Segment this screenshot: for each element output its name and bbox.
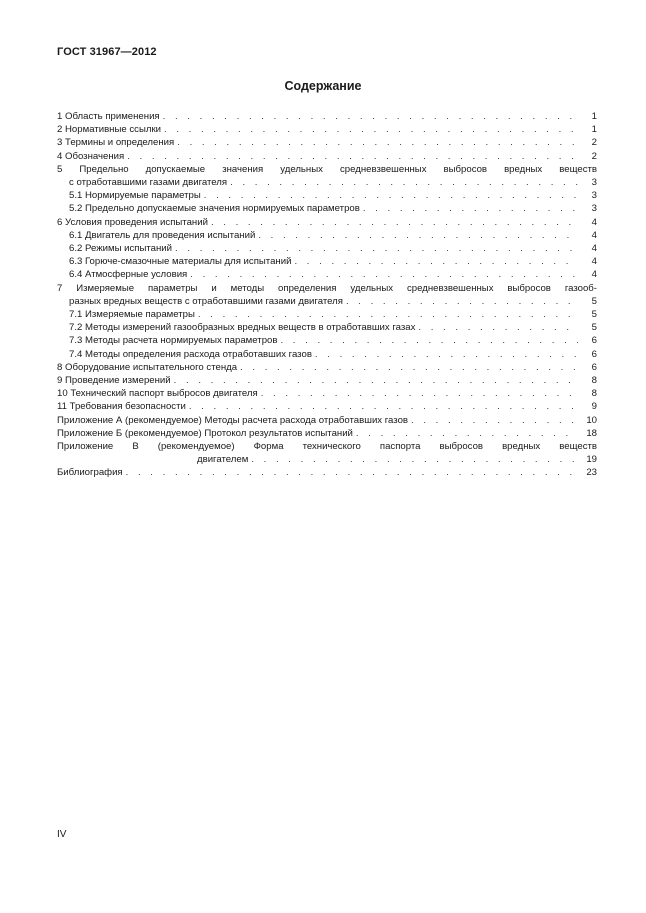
toc-entry-page: 10 xyxy=(586,414,597,426)
toc-entry-page: 1 xyxy=(591,111,597,122)
toc-entry-label: 6.3 Горюче-смазочные материалы для испытаний xyxy=(69,256,292,268)
dot-leader xyxy=(418,321,578,334)
dot-leader xyxy=(315,348,578,361)
toc-entry-page: 4 xyxy=(591,269,597,281)
page-number: IV xyxy=(57,829,67,840)
toc-entry-line: 7 Измеряемые параметры и методы определения удельных средневзвешенных выбросов газооб- xyxy=(57,282,597,294)
dot-leader xyxy=(175,242,578,255)
toc-entry-label: 7.3 Методы расчета нормируемых параметров xyxy=(69,335,278,347)
toc-entry-page: 6 xyxy=(591,361,597,373)
toc-entry xyxy=(57,150,597,163)
toc-subentry xyxy=(57,348,597,361)
toc-entry-label: Библиография xyxy=(57,467,123,479)
toc-entry-label: 7.2 Методы измерений газообразных вредных веществ в отработавших газах xyxy=(69,322,416,334)
dot-leader xyxy=(346,295,578,308)
toc-entry xyxy=(57,387,597,400)
dot-leader xyxy=(411,414,578,427)
toc-entry-label: 7.4 Методы определения расхода отработавших газов xyxy=(69,348,312,360)
toc-entry-label: 4 Обозначения xyxy=(57,150,125,162)
toc-entry-page: 3 xyxy=(591,203,597,215)
dot-leader xyxy=(127,150,578,163)
dot-leader xyxy=(126,466,578,479)
toc-entry xyxy=(57,414,597,427)
toc-entry xyxy=(57,440,597,466)
toc-entry-label: Приложение Б (рекомендуемое) Протокол результатов испытаний xyxy=(57,427,353,439)
toc-entry xyxy=(57,466,597,479)
toc-entry-label: 5.2 Предельно допускаемые значения нормируемых параметров xyxy=(69,203,360,215)
toc-entry-label: 6 Условия проведения испытаний xyxy=(57,216,208,228)
toc-entry-label: 8 Оборудование испытательного стенда xyxy=(57,361,238,373)
toc-entry xyxy=(57,374,597,387)
toc-entry-label: 3 Термины и определения xyxy=(57,137,175,149)
toc-entry-label: 10 Технический паспорт выбросов двигателя xyxy=(57,388,258,400)
dot-leader xyxy=(240,361,578,374)
toc-entry xyxy=(57,136,597,149)
dot-leader xyxy=(363,202,578,215)
table-of-contents xyxy=(57,110,597,480)
toc-entry-label: с отработавшими газами двигателя xyxy=(69,177,228,189)
toc-entry-label: 9 Проведение измерений xyxy=(57,375,171,387)
toc-entry-page: 3 xyxy=(591,177,597,189)
toc-entry-page: 23 xyxy=(586,467,597,479)
toc-entry-label: Приложение А (рекомендуемое) Методы расчета расхода отработавших газов xyxy=(57,414,408,426)
dot-leader xyxy=(189,400,578,413)
dot-leader xyxy=(356,427,578,440)
toc-subentry xyxy=(57,242,597,255)
toc-entry-page: 8 xyxy=(591,388,597,400)
toc-entry-label: 5.1 Нормируемые параметры xyxy=(69,190,201,202)
dot-leader xyxy=(204,189,578,202)
dot-leader xyxy=(174,374,578,387)
toc-subentry xyxy=(57,308,597,321)
toc-entry-page: 4 xyxy=(591,243,597,255)
toc-entry-page: 6 xyxy=(591,335,597,347)
toc-entry-page: 19 xyxy=(586,454,597,466)
toc-entry-page: 2 xyxy=(591,150,597,162)
dot-leader xyxy=(198,308,578,321)
toc-entry-page: 8 xyxy=(591,375,597,387)
toc-entry-label: 7.1 Измеряемые параметры xyxy=(69,309,195,321)
toc-entry-page: 1 xyxy=(591,124,597,136)
toc-entry-page: 9 xyxy=(591,401,597,413)
toc-entry-page: 5 xyxy=(591,309,597,321)
dot-leader xyxy=(261,387,578,400)
dot-leader xyxy=(164,123,578,136)
toc-subentry xyxy=(57,268,597,281)
toc-entry-label: 1 Область применения xyxy=(57,111,160,122)
page-title: Содержание xyxy=(284,79,362,93)
toc-entry-page: 18 xyxy=(586,427,597,439)
dot-leader xyxy=(294,255,578,268)
toc-subentry xyxy=(57,334,597,347)
toc-entry-label: разных вредных веществ с отработавшими газами двигателя xyxy=(69,295,343,307)
toc-entry-page: 3 xyxy=(591,190,597,202)
dot-leader xyxy=(251,453,578,466)
toc-subentry xyxy=(57,321,597,334)
toc-entry-label: двигателем xyxy=(197,454,249,466)
toc-entry-line: 5 Предельно допускаемые значения удельных средневзвешенных выбросов вредных веществ xyxy=(57,163,597,175)
toc-entry-page: 5 xyxy=(591,322,597,334)
toc-subentry xyxy=(57,229,597,242)
dot-leader xyxy=(177,136,578,149)
toc-subentry xyxy=(57,189,597,202)
toc-entry xyxy=(57,361,597,374)
toc-entry-label: 6.4 Атмосферные условия xyxy=(69,269,188,281)
toc-entry-label: 2 Нормативные ссылки xyxy=(57,124,162,136)
toc-entry-label: 11 Требования безопасности xyxy=(57,401,186,413)
toc-entry-label: 6.2 Режимы испытаний xyxy=(69,243,173,255)
toc-entry xyxy=(57,216,597,229)
dot-leader xyxy=(230,176,578,189)
dot-leader xyxy=(190,268,578,281)
toc-entry xyxy=(57,400,597,413)
toc-entry-page: 5 xyxy=(591,295,597,307)
dot-leader xyxy=(258,229,578,242)
toc-entry xyxy=(57,123,597,136)
toc-entry-page: 4 xyxy=(591,216,597,228)
toc-entry xyxy=(57,282,597,308)
toc-entry-page: 6 xyxy=(591,348,597,360)
toc-subentry xyxy=(57,202,597,215)
toc-subentry xyxy=(57,255,597,268)
toc-entry-page: 4 xyxy=(591,256,597,268)
toc-entry-page: 4 xyxy=(591,229,597,241)
toc-entry-line: Приложение В (рекомендуемое) Форма технического паспорта выбросов вредных веществ xyxy=(57,441,597,453)
toc-entry xyxy=(57,163,597,189)
toc-entry-page: 2 xyxy=(591,137,597,149)
toc-entry xyxy=(57,427,597,440)
dot-leader xyxy=(280,334,578,347)
document-code: ГОСТ 31967—2012 xyxy=(57,46,157,58)
toc-entry-label: 6.1 Двигатель для проведения испытаний xyxy=(69,229,256,241)
toc-entry xyxy=(57,110,597,123)
dot-leader xyxy=(163,110,578,123)
dot-leader xyxy=(211,216,578,229)
